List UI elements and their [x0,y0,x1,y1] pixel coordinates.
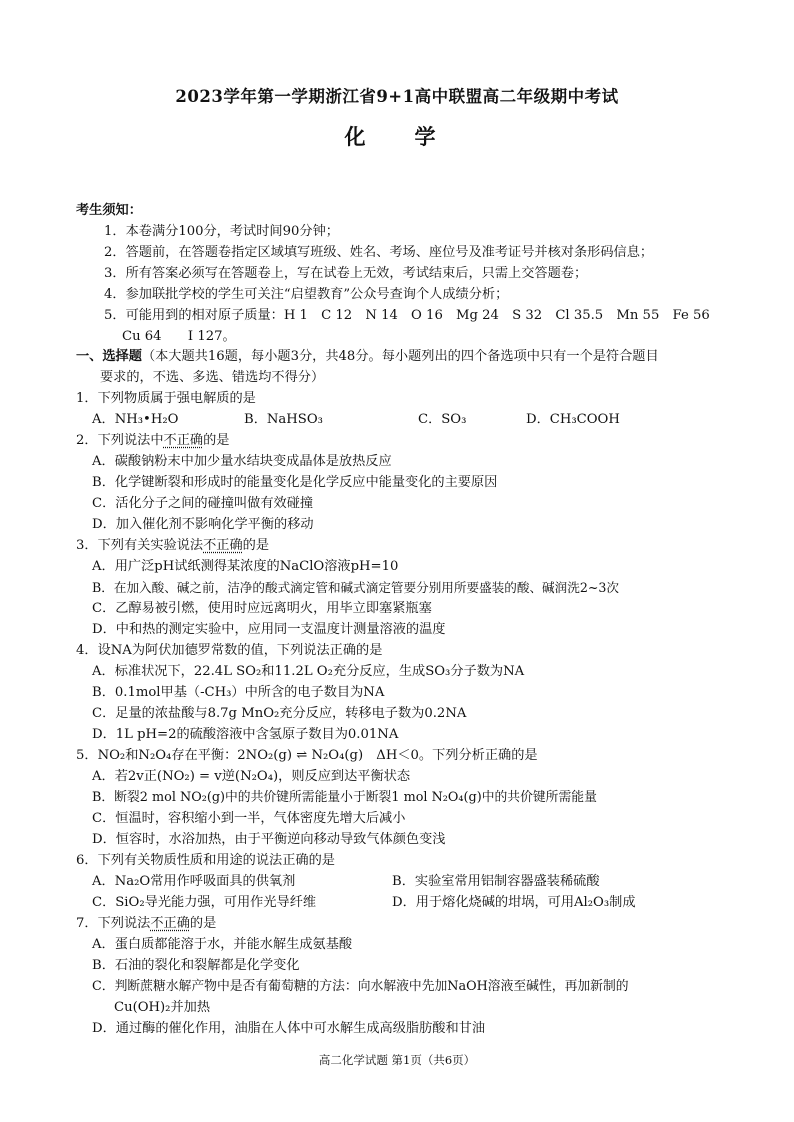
option-a: A．蛋白质都能溶于水，并能水解生成氨基酸 [92,937,353,952]
multiple-choice-section [76,346,726,1039]
section-title: 一、选择题 [76,349,142,364]
option-d: D．中和热的测定实验中，应用同一支温度计测量溶液的温度 [92,622,446,637]
option-b: B．实验室常用铝制容器盛装稀硫酸 [392,874,600,889]
option-c: C．足量的浓盐酸与8.7g MnO₂充分反应，转移电子数为0.2NA [92,706,467,721]
option-c: C．恒温时，容积缩小到一半，气体密度先增大后减小 [92,811,406,826]
notice-item: 1．本卷满分100分，考试时间90分钟； [104,224,339,239]
option-c: C．SO₃ [418,412,467,427]
emphasis-not-correct: 不正确 [203,538,243,553]
question-4-stem: 4．设NA为阿伏加德罗常数的值，下列说法正确的是 [76,643,383,658]
option-d: D．通过酶的催化作用，油脂在人体中可水解生成高级脂肪酸和甘油 [92,1021,486,1036]
notice-item-continued: Cu 64 I 127。 [122,329,236,344]
option-c: C．SiO₂导光能力强，可用作光导纤维 [92,895,317,910]
notice-item: 5．可能用到的相对原子质量：H 1 C 12 N 14 O 16 Mg 24 S 32 Cl 35.5 Mn 55 Fe 56 [104,308,710,323]
option-a: A．若2v正(NO₂) = v逆(N₂O₄)，则反应到达平衡状态 [92,769,411,784]
stem-text: 7．下列说法 [76,916,151,931]
page-footer: 高二化学试题 第1页（共6页） [318,1053,476,1067]
section-description-continued: 要求的，不选、多选、错选均不得分） [100,370,325,385]
question-6-options-row-2 [76,892,726,913]
exam-title: 2023学年第一学期浙江省9+1高中联盟高二年级期中考试 [175,87,619,106]
option-d: D．CH₃COOH [526,412,620,427]
emphasis-not-correct: 不正确 [150,916,190,931]
option-a: A．用广泛pH试纸测得某浓度的NaClO溶液pH=10 [92,559,399,574]
stem-text: 的是 [189,916,217,931]
subject-title: 化 学 [344,124,450,149]
option-b: B．0.1mol甲基（-CH₃）中所含的电子数目为NA [92,685,385,700]
stem-text: 3．下列有关实验说法 [76,538,204,553]
option-a: A．标准状况下，22.4L SO₂和11.2L O₂充分反应，生成SO₃分子数为NA [92,664,525,679]
notice-heading: 考生须知： [76,203,142,218]
question-1-stem: 1．下列物质属于强电解质的是 [76,391,256,406]
notice-item: 3．所有答案必须写在答题卷上，写在试卷上无效，考试结束后，只需上交答题卷； [104,266,588,281]
question-1-options [76,409,726,430]
question-7-stem [76,913,726,934]
emphasis-not-correct: 不正确 [163,433,204,448]
option-d: D．用于熔化烧碱的坩埚，可用Al₂O₃制成 [392,895,636,910]
option-b: B．石油的裂化和裂解都是化学变化 [92,958,300,973]
option-d: D．加入催化剂不影响化学平衡的移动 [92,517,314,532]
exam-notice [76,200,726,347]
notice-item: 4．参加联批学校的学生可关注“启望教育”公众号查询个人成绩分析； [104,287,509,302]
option-b: B．断裂2 mol NO₂(g)中的共价键所需能量小于断裂1 mol N₂O₄(g)中的共价键所需能量 [92,790,597,805]
option-d: D．恒容时，水浴加热，由于平衡逆向移动导致气体颜色变浅 [92,832,446,847]
question-6-options-row-1 [76,871,726,892]
option-d: D．1L pH=2的硫酸溶液中含氢原子数目为0.01NA [92,727,399,742]
stem-text: 2．下列说法中 [76,433,164,448]
option-b: B．在加入酸、碱之前，洁净的酸式滴定管和碱式滴定管要分别用所要盛装的酸、碱润洗2~3次 [92,580,619,595]
notice-item: 2．答题前，在答题卷指定区域填写班级、姓名、考场、座位号及准考证号并核对条形码信息； [104,245,654,260]
section-description: （本大题共16题，每小题3分，共48分。每小题列出的四个备选项中只有一个是符合题目 [141,349,659,364]
question-5-stem: 5．NO₂和N₂O₄存在平衡：2NO₂(g) ⇌ N₂O₄(g) ΔH＜0。下列分析正确的是 [76,748,538,763]
section-heading [76,346,726,367]
stem-text: 的是 [242,538,270,553]
option-a: A．碳酸钠粉末中加少量水结块变成晶体是放热反应 [92,454,392,469]
question-3-stem [76,535,726,556]
stem-text: 的是 [203,433,230,448]
option-a: A．NH₃•H₂O [92,412,179,427]
option-c-continued: Cu(OH)₂并加热 [114,1000,211,1015]
option-a: A．Na₂O常用作呼吸面具的供氧剂 [92,874,296,889]
option-c: C．乙醇易被引燃，使用时应远离明火，用毕立即塞紧瓶塞 [92,601,432,616]
option-b: B．化学键断裂和形成时的能量变化是化学反应中能量变化的主要原因 [92,475,498,490]
question-2-stem [76,430,726,451]
question-6-stem: 6．下列有关物质性质和用途的说法正确的是 [76,853,335,868]
option-b: B．NaHSO₃ [244,412,323,427]
option-c: C．判断蔗糖水解产物中是否有葡萄糖的方法：向水解液中先加NaOH溶液至碱性，再加新制的 [92,979,629,994]
option-c: C．活化分子之间的碰撞叫做有效碰撞 [92,496,314,511]
